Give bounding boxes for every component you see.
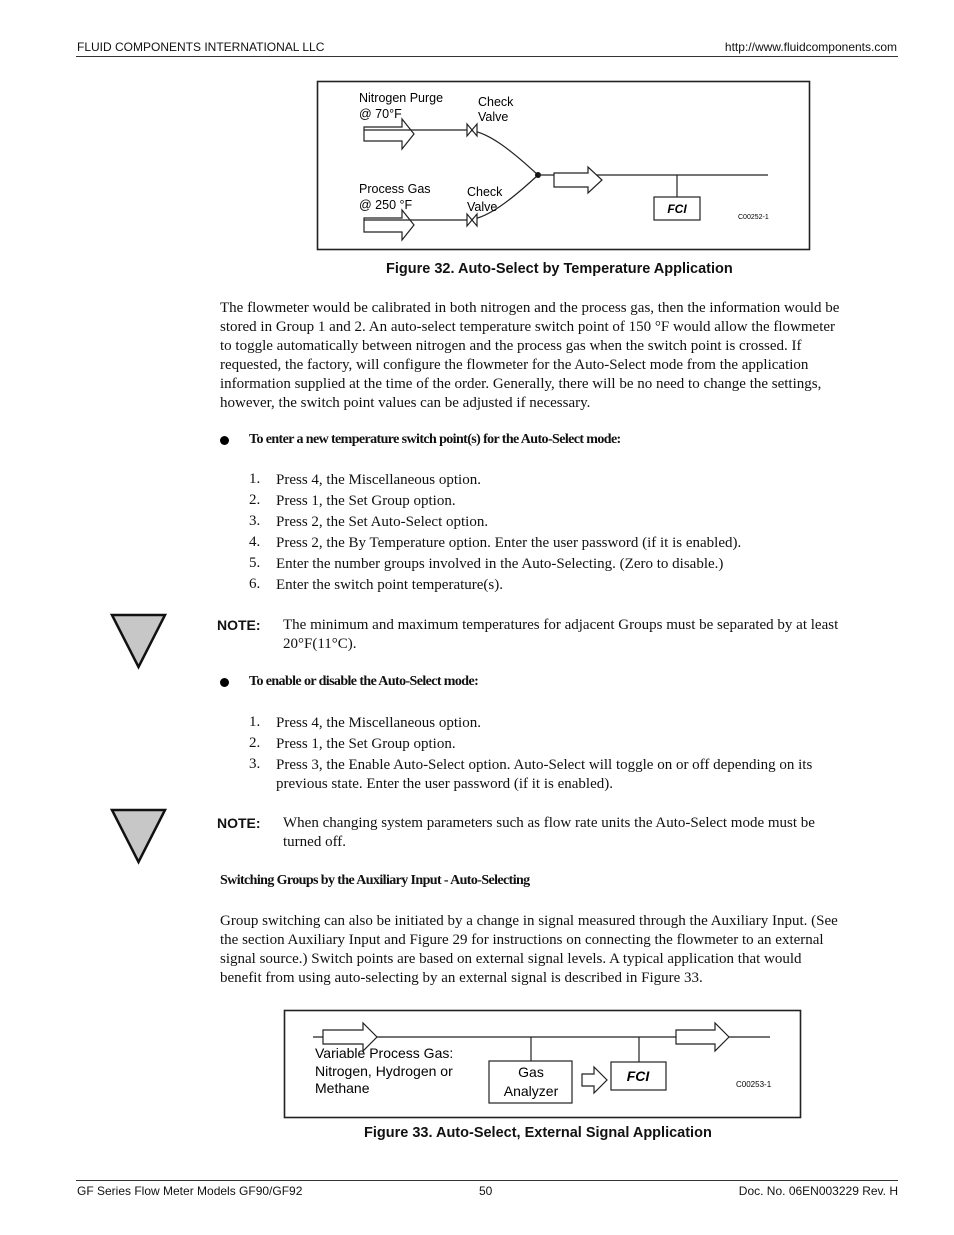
figure-33-caption: Figure 33. Auto-Select, External Signal Application: [364, 1125, 712, 1141]
note-1-line: The minimum and maximum temperatures for adjacent Groups must be separated by at least: [283, 617, 839, 633]
section-2-heading: To enable or disable the Auto-Select mode:: [249, 674, 479, 689]
gas-label-2: Nitrogen, Hydrogen or: [315, 1063, 453, 1079]
step-text: [276, 756, 876, 794]
analyzer-label-1: Gas: [518, 1064, 544, 1080]
step-text: Enter the switch point temperature(s).: [276, 577, 504, 593]
step-number: 3.: [249, 513, 261, 529]
note-2-line: When changing system parameters such as flow rate units the Auto-Select mode must be: [283, 815, 815, 831]
section-1-heading: To enter a new temperature switch point(s) for the Auto-Select mode:: [249, 432, 621, 447]
intro-paragraph: [220, 299, 880, 413]
nitrogen-label-2: @ 70°F: [359, 107, 402, 121]
step-number: 3.: [249, 756, 261, 772]
step-text-line: previous state. Enter the user password (if it is enabled).: [276, 776, 613, 792]
step-number: 2.: [249, 492, 261, 508]
subsection-line: benefit from using auto-selecting by an external signal is described in Figure 33.: [220, 970, 703, 986]
figure-33-code: C00253-1: [736, 1080, 772, 1089]
step-text-line: Press 3, the Enable Auto-Select option. Auto-Select will toggle on or off depending on its: [276, 757, 813, 773]
figure-32-code: C00252-1: [738, 214, 769, 221]
bullet-icon: [220, 436, 229, 445]
fci-label: FCI: [626, 1068, 650, 1084]
subsection-line: the section Auxiliary Input and Figure 29 for instructions on connecting the flowmeter to an external: [220, 932, 824, 948]
intro-line: requested, the factory, will configure the flowmeter for the Auto-Select mode from the application: [220, 357, 809, 373]
analyzer-label-2: Analyzer: [503, 1083, 559, 1099]
figure-32-caption: Figure 32. Auto-Select by Temperature Application: [386, 261, 733, 277]
footer-doc-number: Doc. No. 06EN003229 Rev. H: [738, 1184, 898, 1198]
intro-line: information supplied at the time of the order. Generally, there will be no need to change the settings,: [220, 376, 822, 392]
step-text: Press 2, the Set Auto-Select option.: [276, 514, 489, 530]
intro-line: to toggle automatically between nitrogen and the process gas when the switch point is crossed. If: [220, 338, 802, 354]
step-number: 2.: [249, 735, 261, 751]
process-gas-label-2: @ 250 °F: [359, 198, 413, 212]
fci-label: FCI: [667, 202, 687, 216]
footer-rule: [76, 1180, 898, 1181]
intro-line: stored in Group 1 and 2. An auto-select temperature switch point of 150 °F would allow the flowmeter: [220, 319, 836, 335]
page-number: 50: [479, 1184, 493, 1198]
step-number: 1.: [249, 471, 261, 487]
check-valve-bottom-label-1: Check: [467, 185, 503, 199]
gas-label-3: Methane: [315, 1080, 370, 1096]
note-2-label: NOTE:: [217, 815, 261, 831]
subsection-line: signal source.) Switch points are based on external signal levels. A typical application that would: [220, 951, 802, 967]
note-1-text: [283, 616, 873, 654]
note-2-text: [283, 814, 873, 852]
footer-title: GF Series Flow Meter Models GF90/GF92: [77, 1184, 303, 1198]
check-valve-top-label-2: Valve: [478, 110, 509, 124]
step-text: Enter the number groups involved in the Auto-Selecting. (Zero to disable.): [276, 556, 724, 572]
check-valve-bottom-label-2: Valve: [467, 200, 498, 214]
note-triangle-icon: [110, 612, 168, 670]
figure-33-diagram: [283, 1009, 803, 1121]
note-triangle-icon: [110, 807, 168, 865]
nitrogen-label-1: Nitrogen Purge: [359, 91, 444, 105]
subsection-heading: Switching Groups by the Auxiliary Input - Auto-Selecting: [220, 873, 530, 888]
step-text: Press 2, the By Temperature option. Enter the user password (if it is enabled).: [276, 535, 742, 551]
step-number: 6.: [249, 576, 261, 592]
step-text: Press 1, the Set Group option.: [276, 736, 456, 752]
note-1-line: 20°F(11°C).: [283, 636, 357, 652]
figure-32-diagram: [316, 80, 812, 252]
step-text: Press 4, the Miscellaneous option.: [276, 472, 481, 488]
note-2-line: turned off.: [283, 834, 347, 850]
note-1-label: NOTE:: [217, 617, 261, 633]
check-valve-top-label-1: Check: [478, 95, 514, 109]
subsection-paragraph: [220, 912, 880, 988]
header-company: FLUID COMPONENTS INTERNATIONAL LLC: [77, 40, 325, 54]
intro-line: however, the switch point values can be adjusted if necessary.: [220, 395, 591, 411]
gas-label-1: Variable Process Gas:: [315, 1045, 454, 1061]
step-text: Press 4, the Miscellaneous option.: [276, 715, 481, 731]
step-number: 5.: [249, 555, 261, 571]
header-url[interactable]: http://www.fluidcomponents.com: [724, 40, 897, 54]
header-rule: [76, 56, 898, 57]
intro-line: The flowmeter would be calibrated in both nitrogen and the process gas, then the information would be: [220, 300, 840, 316]
step-number: 4.: [249, 534, 261, 550]
bullet-icon: [220, 678, 229, 687]
process-gas-label-1: Process Gas: [359, 182, 431, 196]
step-text: Press 1, the Set Group option.: [276, 493, 456, 509]
step-number: 1.: [249, 714, 261, 730]
subsection-line: Group switching can also be initiated by a change in signal measured through the Auxiliary Input. (See: [220, 913, 838, 929]
